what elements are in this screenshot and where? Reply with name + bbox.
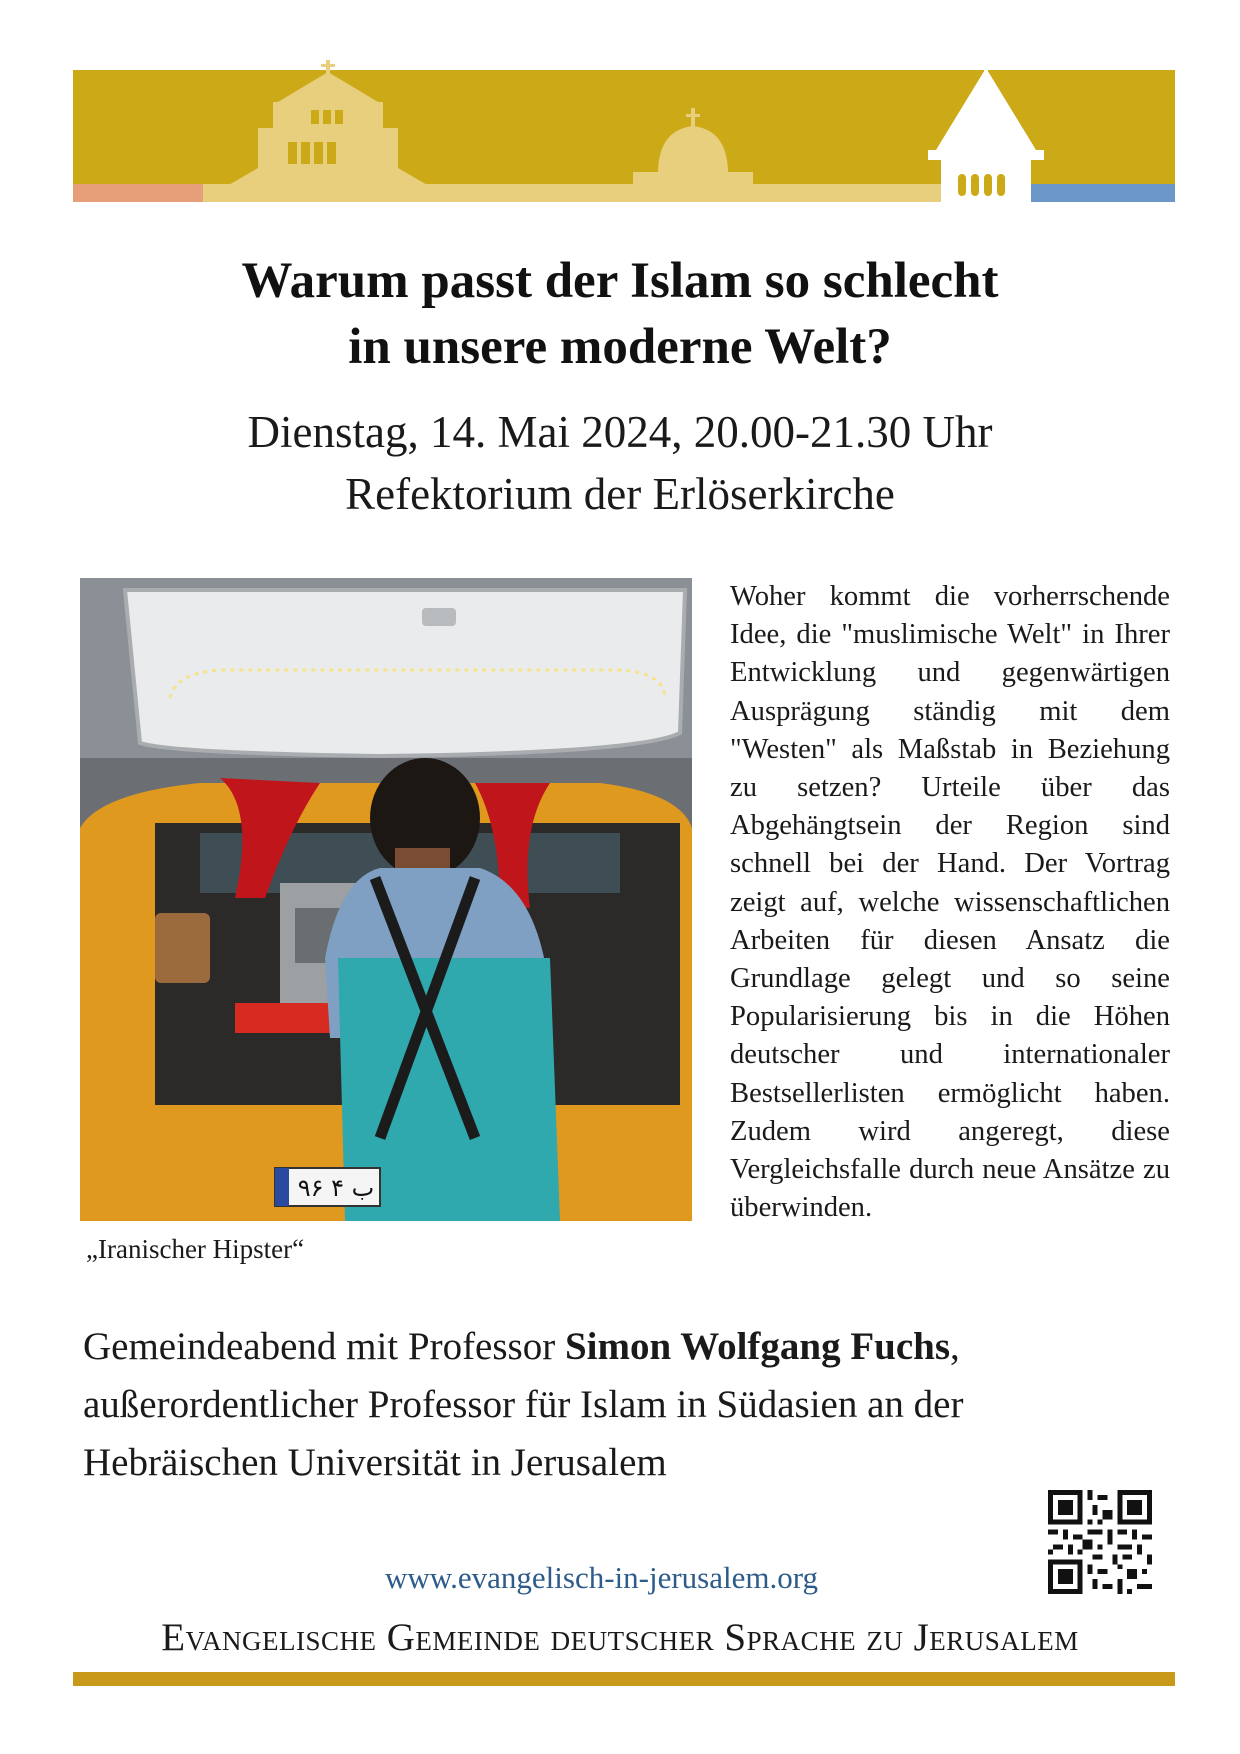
speaker-comma: , xyxy=(950,1325,960,1368)
speaker-intro: Gemeindeabend mit Professor xyxy=(83,1325,565,1368)
qr-code-icon[interactable] xyxy=(1048,1490,1152,1594)
organization-name: Evangelische Gemeinde deutscher Sprache zu Jerusalem xyxy=(161,1616,1079,1659)
website-link[interactable]: www.evangelisch-in-jerusalem.org xyxy=(385,1560,819,1595)
header-banner xyxy=(73,50,1175,220)
event-date: Dienstag, 14. Mai 2024, 20.00-21.30 Uhr xyxy=(247,407,993,457)
speaker-line-1 xyxy=(83,1318,1143,1376)
photo-caption: „Iranischer Hipster“ xyxy=(86,1234,305,1264)
title-line-2: in unsere moderne Welt? xyxy=(348,319,892,375)
speaker-line-3: Hebräischen Universität in Jerusalem xyxy=(83,1441,667,1484)
event-description: Woher kommt die vorherrschende Idee, die "muslimische Welt" in Ihrer Entwicklung und gegenwärtigen Ausprägung ständig mit dem "Westen" als Maßstab in Beziehung zu setzen? Urteile über das Abgehängtsein der Region sind schnell bei der Hand. Der Vortrag zeigt auf, welche wissenschaftlichen Arbeiten für diesen Ansatz die Grundlage gelegt und so seine Popularisierung bis in die Höhen deutscher und internationaler Bestsellerlisten ermöglicht haben. Zudem wird angeregt, diese Vergleichsfalle durch neue Ansätze zu überwinden. xyxy=(730,581,1170,1224)
speaker-info xyxy=(83,1318,1143,1492)
event-place: Refektorium der Erlöserkirche xyxy=(345,469,895,519)
event-photo xyxy=(80,578,692,1221)
bottom-bar xyxy=(73,1672,1175,1686)
title-line-1: Warum passt der Islam so schlecht xyxy=(241,253,999,309)
license-plate: ۹۶ ب ۴ xyxy=(297,1174,375,1202)
page-title xyxy=(0,248,1240,380)
speaker-name: Simon Wolfgang Fuchs xyxy=(564,1325,951,1368)
speaker-line-2: außerordentlicher Professor für Islam in Südasien an der xyxy=(83,1383,964,1426)
